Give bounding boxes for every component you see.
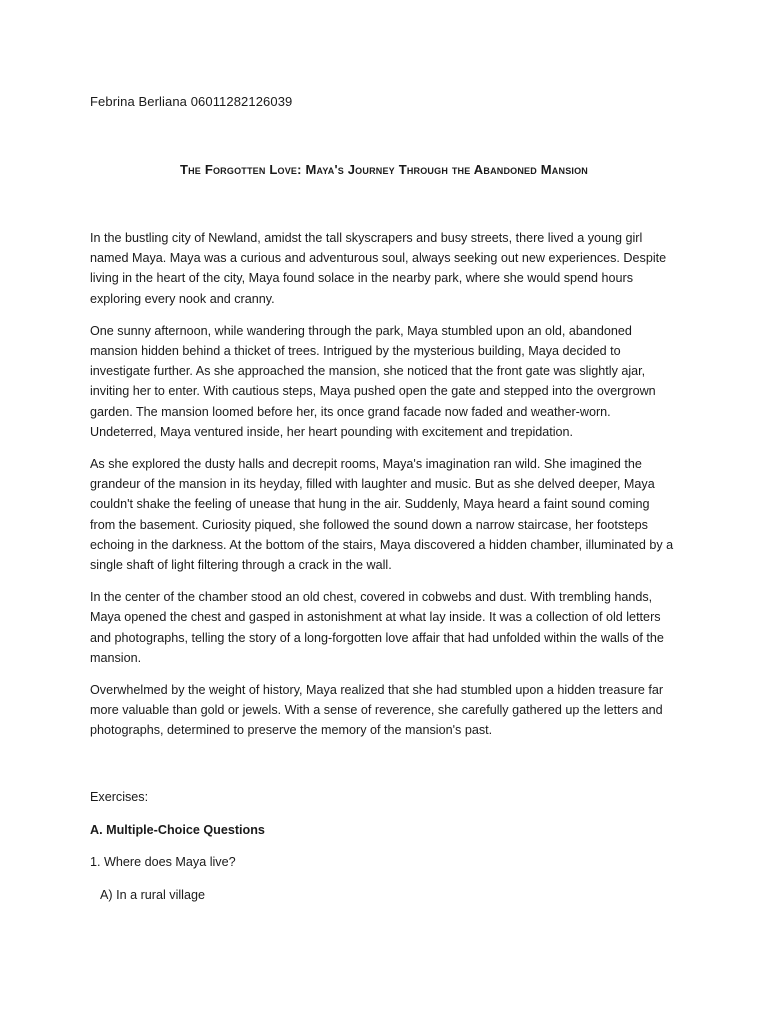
paragraph-4: In the center of the chamber stood an old chest, covered in cobwebs and dust. With trembling hands, Maya opened the chest and gasped in astonishment at what lay inside. It was a collection of old letters and photographs, telling the story of a long-forgotten love affair that had unfolded within the walls of the mansion. [90,590,664,665]
question-1: 1. Where does Maya live? [90,855,236,869]
document-title: The Forgotten Love: Maya's Journey Through the Abandoned Mansion [179,162,589,177]
author-line: Febrina Berliana 06011282126039 [90,94,293,109]
paragraph-5: Overwhelmed by the weight of history, Maya realized that she had stumbled upon a hidden treasure far more valuable than gold or jewels. With a sense of reverence, she carefully gathered up the letters and photographs, determined to preserve the memory of the mansion's past. [90,683,664,738]
story-body [90,228,678,753]
exercises-heading: Exercises: [90,790,149,804]
paragraph-3: As she explored the dusty halls and decrepit rooms, Maya's imagination ran wild. She imagined the grandeur of the mansion in its heyday, filled with laughter and music. But as she delved deeper, Maya couldn't shake the feeling of unease that hung in the air. Suddenly, Maya heard a faint sound coming from the basement. Curiosity piqued, she followed the sound down a narrow staircase, her footsteps echoing in the darkness. At the bottom of the stairs, Maya discovered a hidden chamber, illuminated by a single shaft of light filtering through a crack in the wall. [90,457,674,573]
question-1-option-a: A) In a rural village [100,887,205,902]
paragraph-1: In the bustling city of Newland, amidst the tall skyscrapers and busy streets, there lived a young girl named Maya. Maya was a curious and adventurous soul, always seeking out new experiences. Despite living in the heart of the city, Maya found solace in the nearby park, where she would spend hours exploring every nook and cranny. [90,231,667,306]
exercises-section [90,787,678,917]
section-a-heading: A. Multiple-Choice Questions [90,822,265,837]
paragraph-2: One sunny afternoon, while wandering through the park, Maya stumbled upon an old, abandoned mansion hidden behind a thicket of trees. Intrigued by the mysterious building, Maya decided to investigate further. As she approached the mansion, she noticed that the front gate was slightly ajar, inviting her to enter. With cautious steps, Maya pushed open the gate and stepped into the overgrown garden. The mansion loomed before her, its once grand facade now faded and weather-worn. Undeterred, Maya ventured inside, her heart pounding with excitement and trepidation. [90,323,656,439]
